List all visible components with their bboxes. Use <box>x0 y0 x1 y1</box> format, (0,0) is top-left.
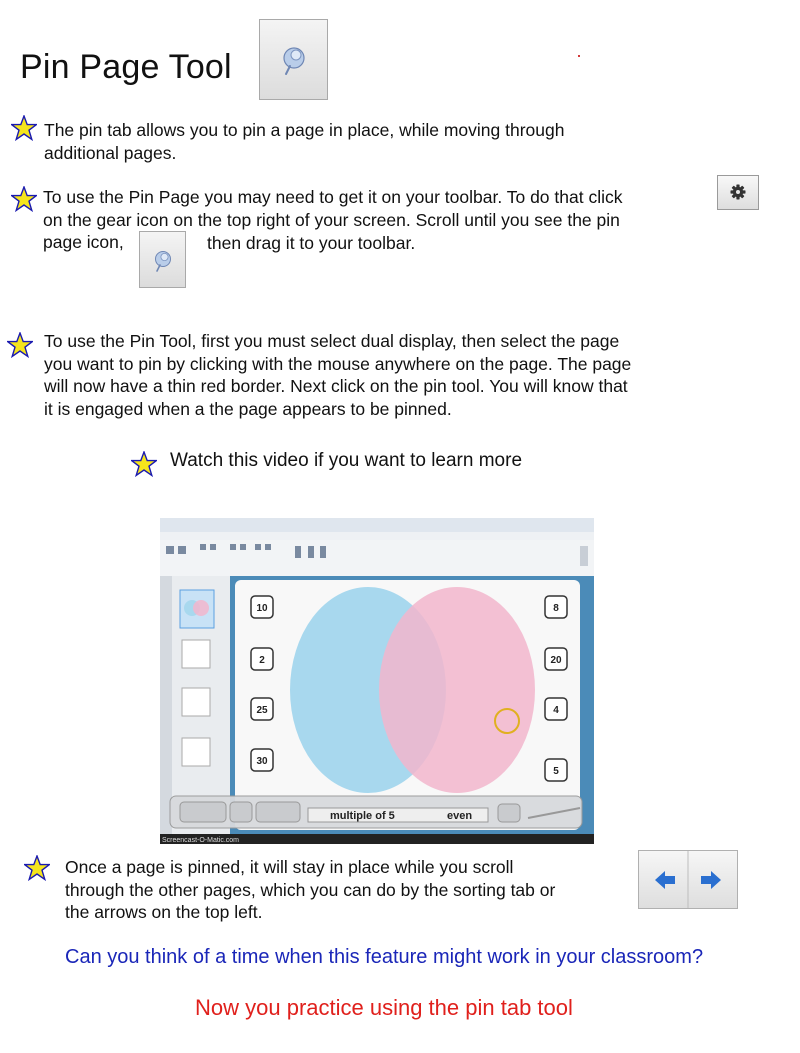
number-tile: 25 <box>256 705 268 716</box>
text-line: To use the Pin Page you may need to get it on your toolbar. To do that click <box>43 187 623 207</box>
number-tile: 10 <box>256 603 268 614</box>
text-line: through the other pages, which you can do by the sorting tab or <box>65 879 556 900</box>
number-tile: 20 <box>550 655 562 666</box>
reflection-question: Can you think of a time when this feature might work in your classroom? <box>65 946 704 968</box>
pin-page-button[interactable] <box>259 19 328 100</box>
text-line: To use the Pin Tool, first you must select dual display, then select the page <box>44 331 620 351</box>
star-icon <box>11 115 37 141</box>
pin-icon <box>260 20 327 99</box>
watermark: Screencast-O-Matic.com <box>162 837 240 844</box>
text-line: page icon, <box>43 232 124 252</box>
video-player[interactable] <box>160 518 594 844</box>
paragraph-pinned-page <box>65 856 555 924</box>
settings-button[interactable] <box>717 175 759 210</box>
page-title: Pin Page Tool <box>20 48 232 86</box>
star-icon <box>7 332 33 358</box>
text-line: Once a page is pinned, it will stay in place while you scroll <box>65 857 514 877</box>
arrow-left-icon[interactable] <box>655 871 675 889</box>
category-label: even <box>447 810 473 822</box>
number-tile: 2 <box>259 655 265 666</box>
number-tile: 8 <box>553 603 559 614</box>
text-line: it is engaged when a the page appears to be pinned. <box>44 398 452 419</box>
text-line: the arrows on the top left. <box>65 902 263 922</box>
pin-icon <box>140 232 185 287</box>
star-icon <box>131 451 157 477</box>
star-icon <box>24 855 50 881</box>
paragraph-pin-tool-usage <box>44 330 631 420</box>
text-line: additional pages. <box>44 142 177 163</box>
gear-icon <box>718 176 758 209</box>
text-line: on the gear icon on the top right of your screen. Scroll until you see the pin <box>43 209 620 230</box>
text-line: will now have a thin red border. Next click on the pin tool. You will know that <box>44 376 628 396</box>
watch-video-text: Watch this video if you want to learn more <box>170 450 523 471</box>
practice-prompt: Now you practice using the pin tab tool <box>195 995 573 1020</box>
video-frame <box>160 518 594 844</box>
number-tile: 4 <box>553 705 559 716</box>
number-tile: 30 <box>256 756 268 767</box>
arrow-right-icon[interactable] <box>701 871 721 889</box>
red-dot <box>578 55 580 57</box>
category-label: multiple of 5 <box>330 810 395 822</box>
star-icon <box>11 186 37 212</box>
text-line: The pin tab allows you to pin a page in place, while moving through <box>44 120 565 140</box>
paragraph-pin-tab <box>44 119 564 164</box>
text-line-drag: then drag it to your toolbar. <box>207 233 416 253</box>
pin-page-icon-button[interactable] <box>139 231 186 288</box>
page-navigation-arrows <box>638 850 738 909</box>
number-tile: 5 <box>553 766 559 777</box>
text-line: you want to pin by clicking with the mouse anywhere on the page. The page <box>44 353 632 374</box>
arrows-graphic <box>639 851 737 908</box>
